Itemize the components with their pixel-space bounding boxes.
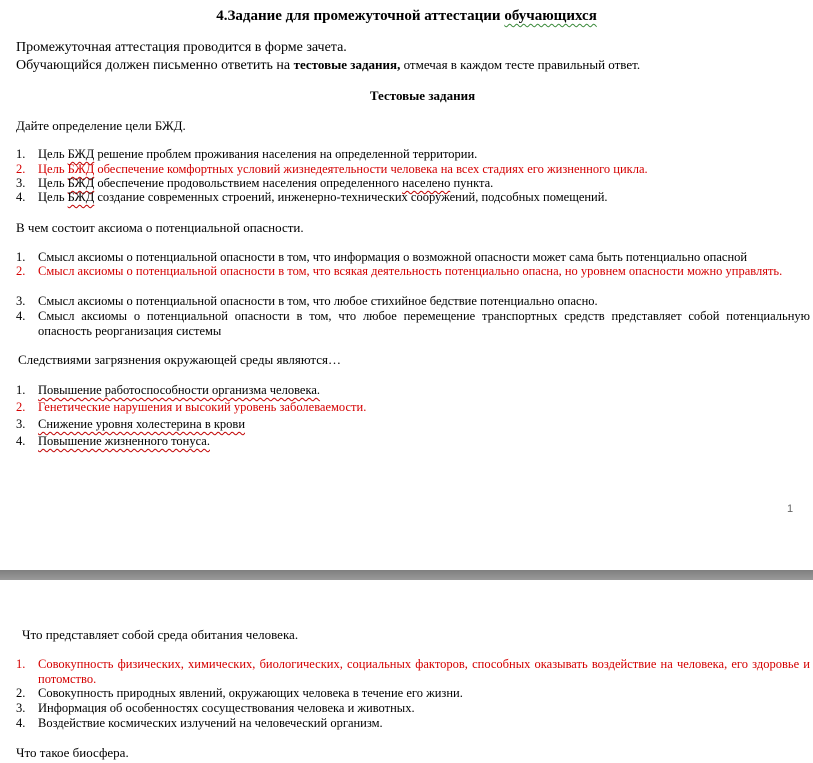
section-title: Тестовые задания [369,88,476,103]
document-page-1: 4.Задание для промежуточной аттестации обучающихся Промежуточная аттестация проводится в форме зачета. Обучающийся должен письменно ответить на тестовые задания, отмечая в каждом тесте правильный ответ. Тестовые задания Дайте определение цели БЖД. 1. Цель БЖД решение проблем проживания населения на определенной территории. 2. Цель БЖД обеспечение комфортных условий жизнедеятельности человека на всех стадиях его жизненного цикла. 3. Цель БЖД обеспечение продовольствием населения определенного населено пункта. 4. Цель БЖД создание современных строений, инженерно-технических сооружений, подсобных помещений. В чем состоит аксиома о потенциальной опасности. 1. Смысл аксиомы о потенциальной опасности в том, что информация о возможной опасности может сама быть потенциально опасной 2. Смысл аксиомы о потенциальной опасности в том, что всякая деятельность потенциально опасна, но уровнем опасности можно управлять. 3. Смысл аксиомы о потенциальной опасности в том, что любое стихийное бедствие потенциально опасно. 4. Смысл аксиомы о потенциальной опасности в том, что любое перемещение транспортных средств представляет собой потенциальную опасность реорганизация системы Следствиями загрязнения окружающей среды являются… 1. Повышение работоспособности организма человека. 2. Генетические нарушения и высокий уровень заболеваемости. 3. Снижение уровня холестерина в крови 4. Повышение жизненного тонуса. 1 [0,0,813,570]
intro-line-2: Обучающийся должен письменно ответить на тестовые задания, отмечая в каждом тесте правильный ответ. [16,57,641,73]
question-1: Дайте определение цели БЖД. [16,118,186,133]
title-word: обучающихся [504,8,597,24]
page-title: 4.Задание для промежуточной аттестации обучающихся [216,8,597,24]
question-4: Что представляет собой среда обитания человека. [22,627,299,642]
document-page-2: Что представляет собой среда обитания человека. 1. Совокупность физических, химических, биологических, социальных факторов, способных оказывать воздействие на человека, его здоровье и потомство. 2. Совокупность природных явлений, окружающих человека в течение его жизни. 3. Информация об особенностях сосуществования человека и животных. 4. Воздействие космических излучений на человеческий организм. Что такое биосфера. [0,580,813,763]
page-number: 1 [787,503,794,515]
intro-line-1: Промежуточная аттестация проводится в форме зачета. [16,40,347,55]
question-3: Следствиями загрязнения окружающей среды являются… [18,352,341,367]
question-2: В чем состоит аксиома о потенциальной опасности. [16,220,304,235]
question-5: Что такое биосфера. [16,745,129,760]
page-break-gap [0,570,813,580]
